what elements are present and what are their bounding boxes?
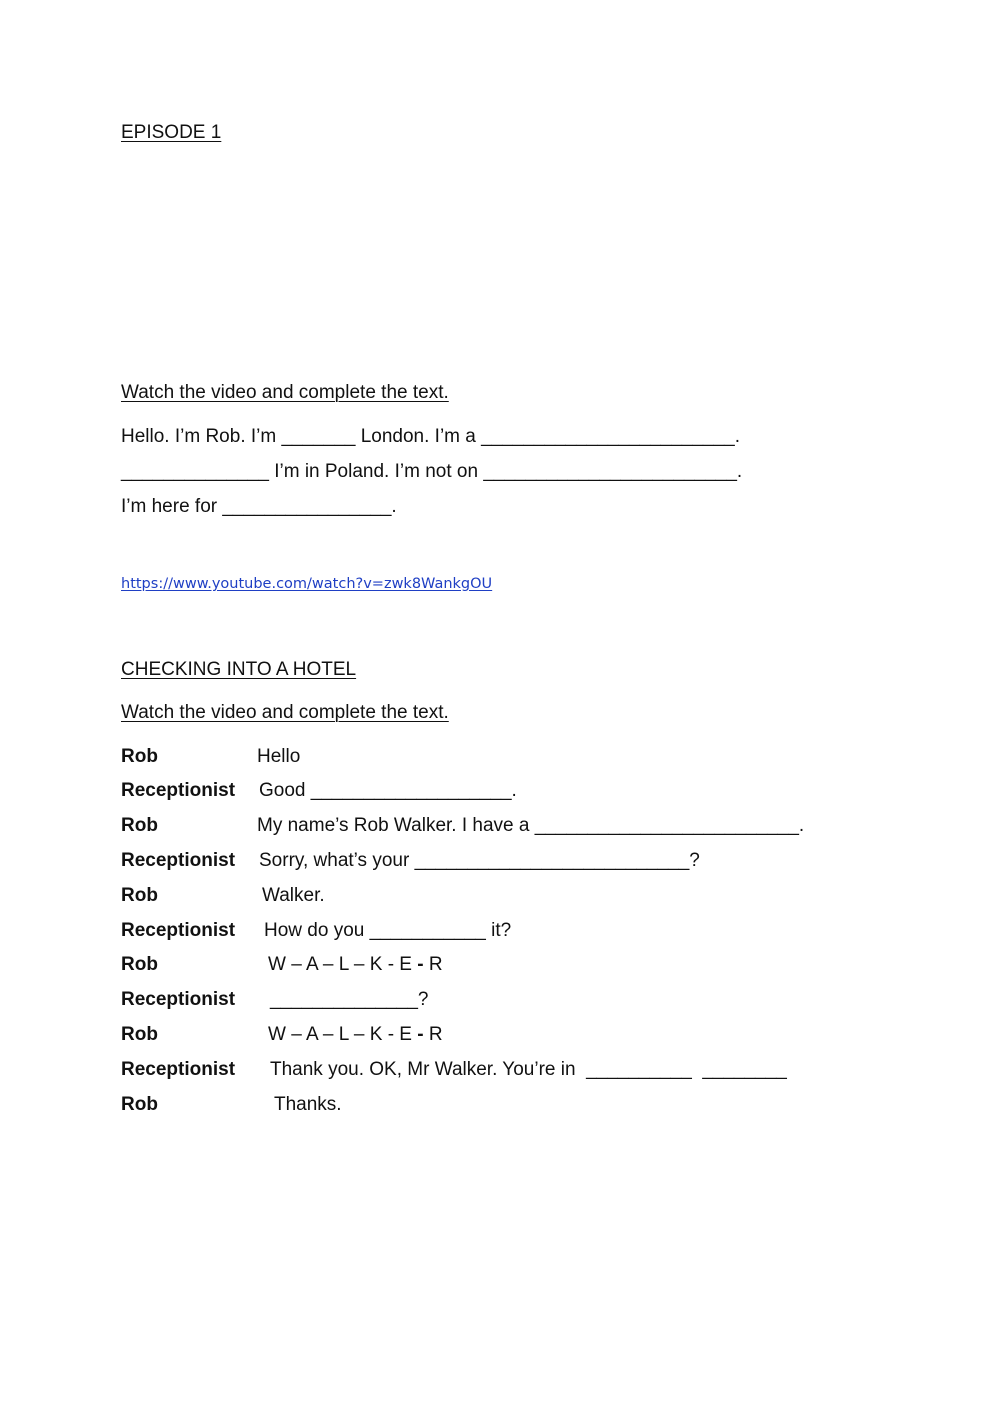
dialogue-speaker: Rob xyxy=(121,1024,158,1045)
dialogue-speaker: Receptionist xyxy=(121,780,236,801)
dialogue-speaker: Receptionist xyxy=(121,920,236,941)
dialogue-line: Walker. xyxy=(262,885,325,906)
dialogue-speaker: Rob xyxy=(121,815,158,836)
spelling-part: R xyxy=(423,1024,443,1045)
episode-title: EPISODE 1 xyxy=(121,122,222,143)
dialogue-line: Sorry, what’s your __________________________? xyxy=(259,850,700,871)
dialogue-speaker: Rob xyxy=(121,954,158,975)
dialogue-speaker: Rob xyxy=(121,885,158,906)
dialogue-speaker: Receptionist xyxy=(121,989,236,1010)
spelling-part: W – A – L – K - E xyxy=(268,1024,418,1045)
dialogue-line xyxy=(268,1023,443,1047)
dialogue-line: My name’s Rob Walker. I have a _________________________. xyxy=(257,815,805,836)
dialogue-line: Hello xyxy=(257,746,301,767)
video-link[interactable]: https://www.youtube.com/watch?v=zwk8WankgOU xyxy=(121,576,493,592)
section1-instruction: Watch the video and complete the text. xyxy=(121,382,449,403)
spelling-dash: - xyxy=(417,1024,424,1045)
dialogue-line: How do you ___________ it? xyxy=(264,920,512,941)
dialogue-line: Thanks. xyxy=(274,1094,342,1115)
section2-title: CHECKING INTO A HOTEL xyxy=(121,659,357,680)
dialogue-line: Good ___________________. xyxy=(259,780,517,801)
spelling-dash: - xyxy=(417,954,424,975)
dialogue-line: ______________? xyxy=(270,989,429,1010)
dialogue-line: Thank you. OK, Mr Walker. You’re in __________ ________ xyxy=(270,1059,787,1080)
dialogue-line xyxy=(268,953,443,977)
dialogue-speaker: Rob xyxy=(121,746,158,767)
dialogue-speaker: Receptionist xyxy=(121,850,236,871)
spelling-part: W – A – L – K - E xyxy=(268,954,418,975)
dialogue-speaker: Rob xyxy=(121,1094,158,1115)
section2-instruction: Watch the video and complete the text. xyxy=(121,702,449,723)
fill-line-1: Hello. I’m Rob. I’m _______ London. I’m a ________________________. xyxy=(121,426,741,447)
fill-line-2: ______________ I’m in Poland. I’m not on ________________________. xyxy=(121,461,743,482)
spelling-part: R xyxy=(423,954,443,975)
dialogue-speaker: Receptionist xyxy=(121,1059,236,1080)
fill-line-3: I’m here for ________________. xyxy=(121,496,397,517)
